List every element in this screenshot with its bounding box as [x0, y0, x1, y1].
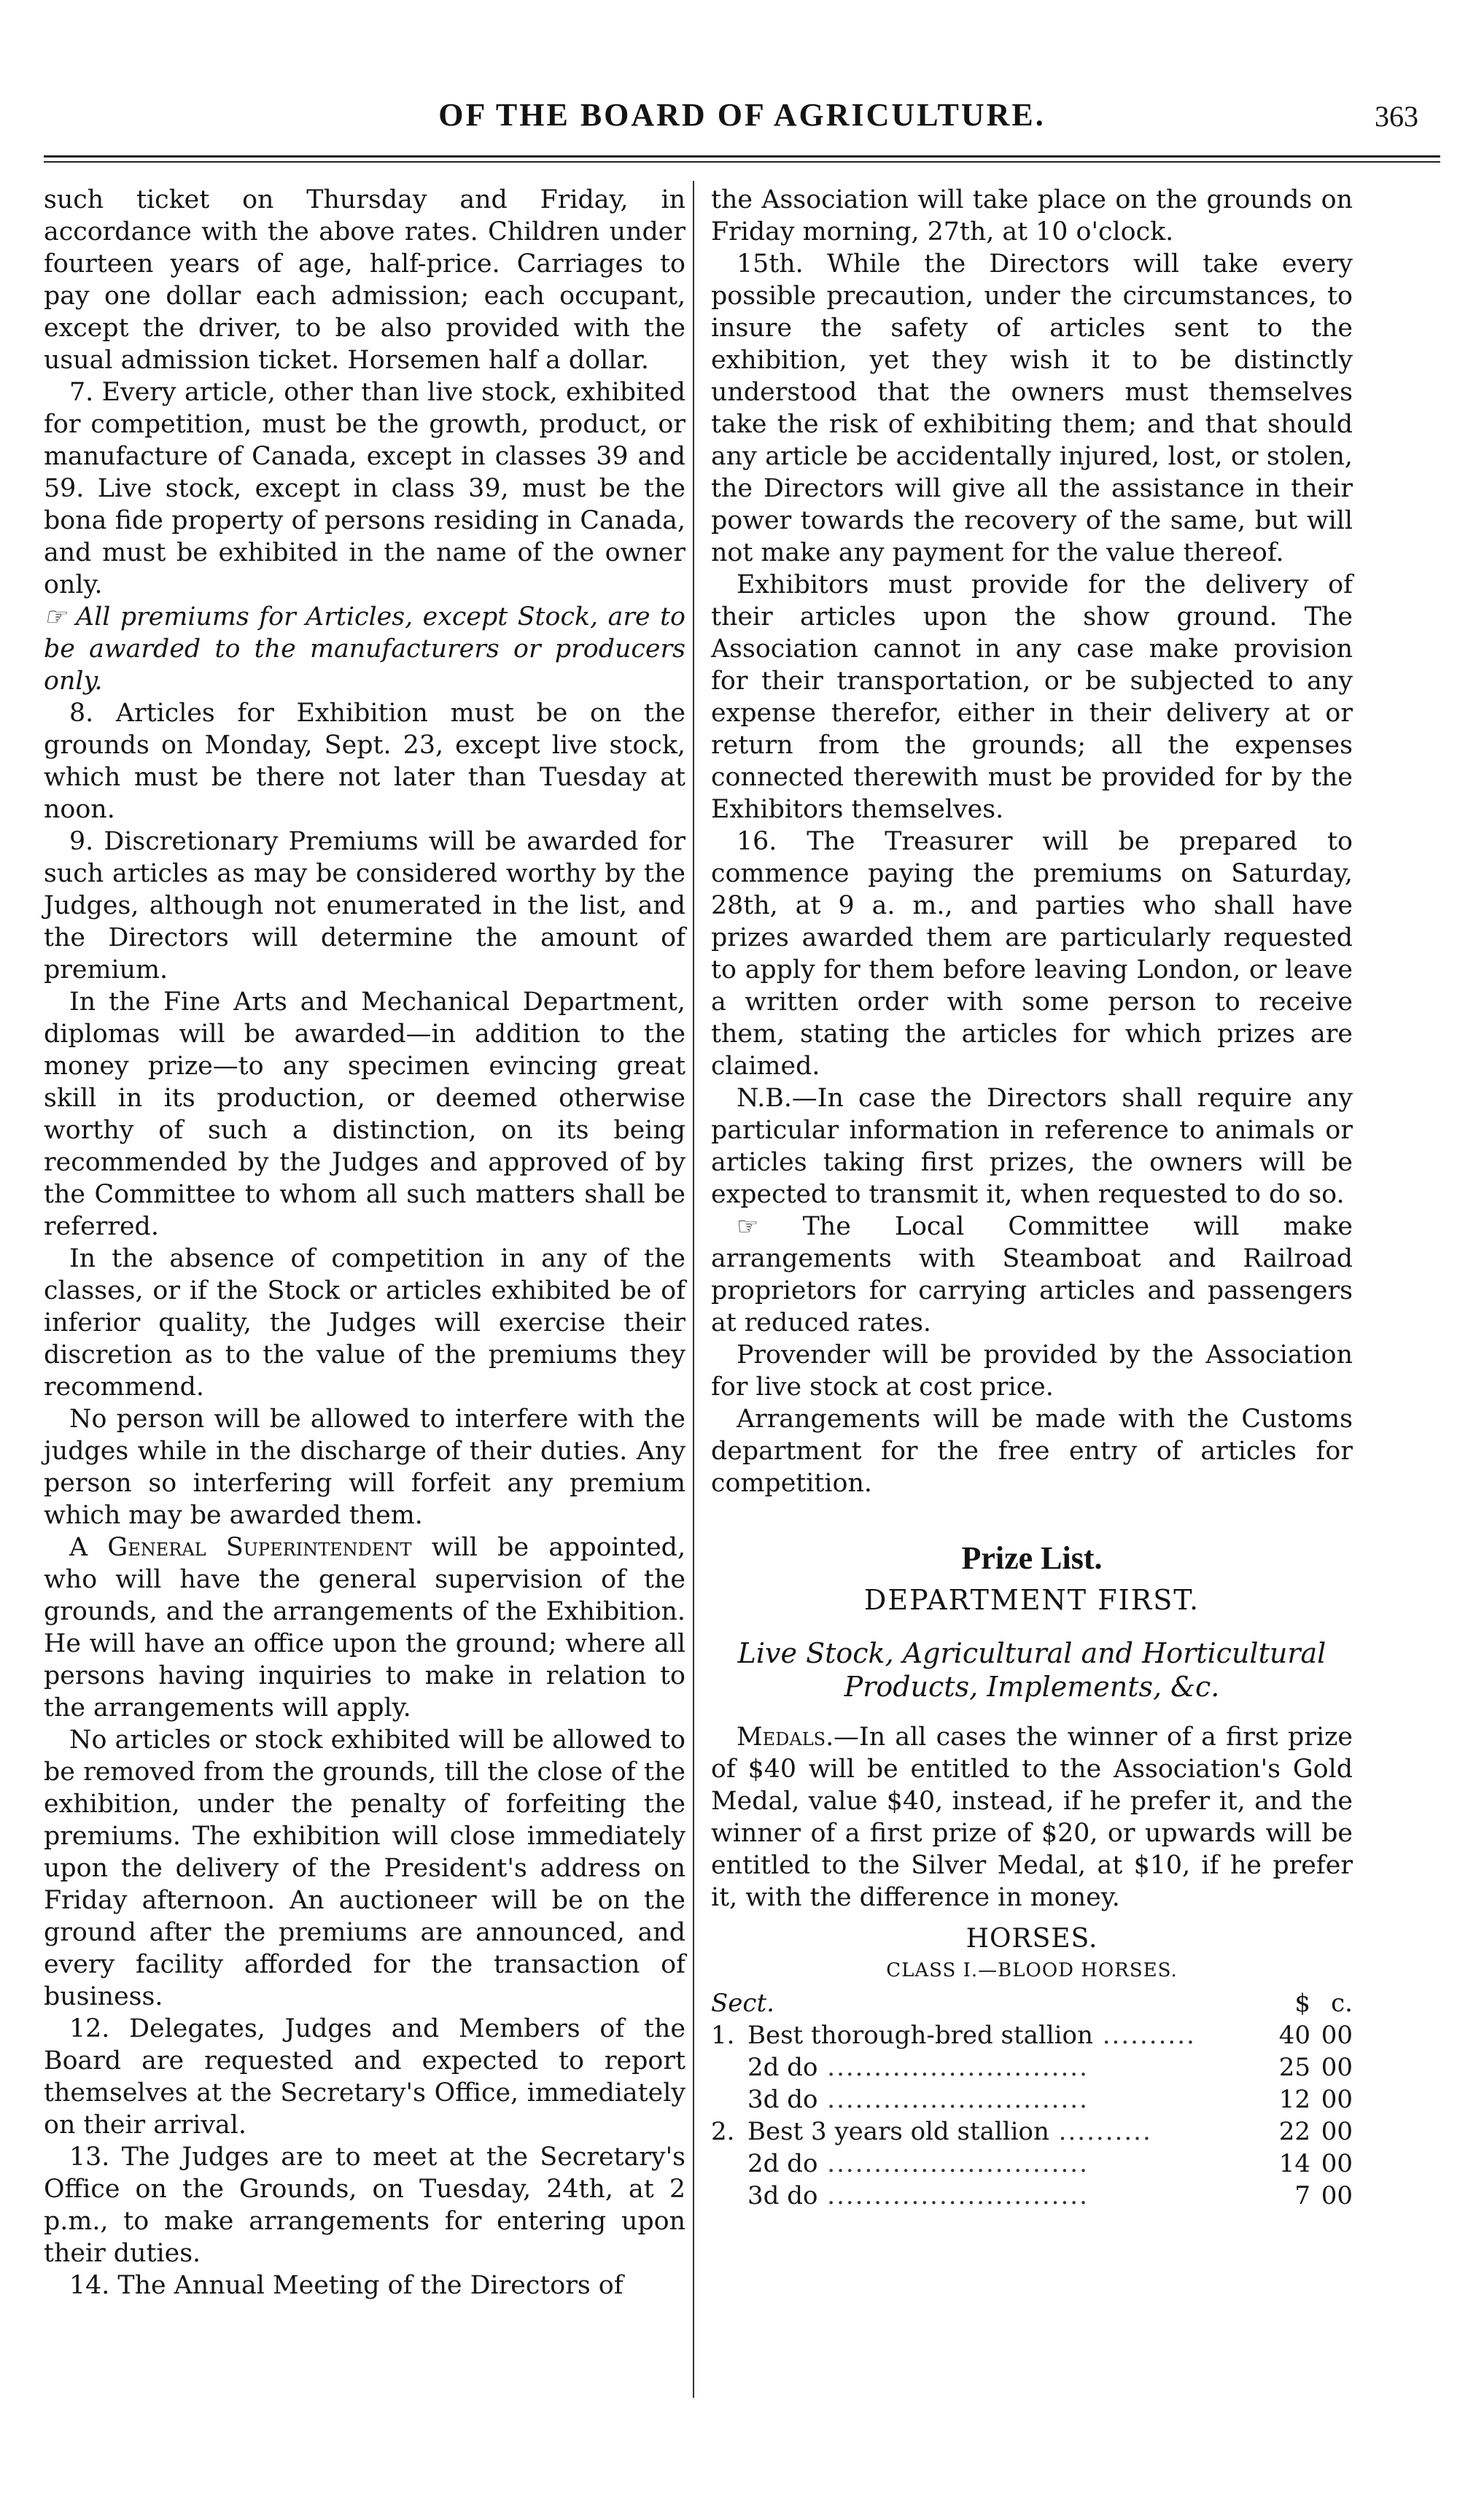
prize-cents: 00: [1321, 2085, 1353, 2114]
paragraph: [711, 1211, 1353, 1339]
table-row: [711, 2180, 1353, 2212]
prize-label: 3d do ............................: [747, 2085, 1089, 2114]
prize-label: Best 3 years old stallion ..........: [747, 2117, 1152, 2146]
medals-paragraph: [711, 1721, 1353, 1914]
paragraph: such ticket on Thursday and Friday, in accordance with the above rates. Children under fourteen years of age, half-price. Carriages to pay one dollar each admission; each occupant, except the driver, to be also provided with the usual admission ticket. Horsemen half a dollar.: [44, 185, 685, 375]
department-heading: DEPARTMENT FIRST.: [863, 1584, 1200, 1616]
column-header-cents: c.: [1331, 1989, 1353, 2018]
table-row: [711, 2083, 1353, 2116]
page-number: 363: [1375, 100, 1418, 133]
pointing-hand-icon: ☞: [737, 1212, 759, 1241]
paragraph: 15th. While the Directors will take every possible precaution, under the circumstances, to insure the safety of articles sent to the exhibition, yet they wish it to be distinctly understood that the owners must themselves take the risk of exhibiting them; and that should any article be accidentally injured, lost, or stolen, the Directors will give all the assistance in their power towards the recovery of the same, but will not make any payment for the value thereof.: [711, 249, 1353, 567]
table-row: [711, 2019, 1353, 2051]
table-header-row: [711, 1987, 1353, 2019]
prize-cents: 00: [1321, 2053, 1353, 2082]
section-subheading: Live Stock, Agricultural and Horticultural Products, Implements, &c.: [737, 1637, 1326, 1703]
prize-label: 3d do ............................: [747, 2181, 1089, 2210]
prize-label: 2d do ............................: [747, 2053, 1089, 2082]
paragraph: 16. The Treasurer will be prepared to commence paying the premiums on Saturday, 28th, at 9 a. m., and parties who shall have prizes awarded them are particularly requested to apply for them before leaving London, or leave a written order with some person to receive them, stating the articles for which prizes are claimed.: [711, 827, 1353, 1081]
paragraph: Exhibitors must provide for the delivery of their articles upon the show ground. The Association cannot in any case make provision for their transportation, or be subjected to any expense therefor, either in their delivery at or return from the grounds; all the expenses connected therewith must be provided for by the Exhibitors themselves.: [711, 570, 1353, 824]
header-rule-double: [44, 161, 1440, 163]
paragraph: No person will be allowed to interfere with the judges while in the discharge of their duties. Any person so interfering will forfeit any premium which may be awarded them.: [44, 1405, 685, 1530]
section-number: 2.: [711, 2117, 735, 2146]
pointing-hand-icon: ☞: [44, 602, 66, 632]
paragraph: N.B.—In case the Directors shall require any particular information in reference to animals or articles taking first prizes, the owners will be expected to transmit it, when requested to do so.: [711, 1084, 1353, 1209]
section-number: [711, 2180, 747, 2212]
prize-dollars: 25: [1278, 2053, 1310, 2082]
paragraph: the Association will take place on the grounds on Friday morning, 27th, at 10 o'clock.: [711, 185, 1353, 246]
paragraph: [44, 1531, 685, 1724]
column-header-sect: Sect.: [711, 1989, 774, 2018]
paragraph: 14. The Annual Meeting of the Directors of: [69, 2271, 623, 2300]
section-number: [711, 2148, 747, 2180]
prize-table: [711, 1987, 1353, 2212]
paragraph-note: [44, 601, 685, 697]
prize-cents: 00: [1321, 2021, 1353, 2050]
text: will be appointed, who will have the general supervision of the grounds, and the arrangements of the Exhibition. He will have an office upon the ground; where all persons having inquiries to make in relation to the arrangements will apply.: [44, 1533, 686, 1723]
column-divider: [693, 181, 694, 2398]
text: A: [69, 1533, 88, 1562]
paragraph: 7. Every article, other than live stock, exhibited for competition, must be the growth, product, or manufacture of Canada, except in classes 39 and 59. Live stock, except in class 39, must be the bona fide property of persons residing in Canada, and must be exhibited in the name of the owner only.: [44, 378, 685, 599]
table-row: [711, 2148, 1353, 2180]
small-caps-text: General Superintendent: [107, 1533, 412, 1562]
section-number: [711, 2051, 747, 2083]
prize-label: 2d do ............................: [747, 2149, 1089, 2178]
section-number: [711, 2083, 747, 2116]
page-header: [44, 89, 1440, 147]
prize-dollars: 22: [1278, 2117, 1310, 2146]
paragraph: No articles or stock exhibited will be allowed to be removed from the grounds, till the close of the exhibition, under the penalty of forfeiting the premiums. The exhibition will close immediately upon the delivery of the President's address on Friday afternoon. An auctioneer will be on the ground after the premiums are announced, and every facility afforded for the transaction of business.: [44, 1725, 685, 2011]
paragraph: Arrangements will be made with the Customs department for the free entry of articles for competition.: [711, 1405, 1353, 1498]
right-column: [711, 184, 1353, 2212]
paragraph: 13. The Judges are to meet at the Secretary's Office on the Grounds, on Tuesday, 24th, at 2 p.m., to make arrangements for entering upon their duties.: [44, 2143, 685, 2268]
header-rule: [44, 155, 1440, 158]
paragraph: In the absence of competition in any of the classes, or if the Stock or articles exhibited be of inferior quality, the Judges will exercise their discretion as to the value of the premiums they recommend.: [44, 1244, 685, 1402]
text: —In all cases the winner of a first prize of $40 will be entitled to the Association's Gold Medal, value $40, instead, if he prefer it, and the winner of a first prize of $20, or upwards will be entitled to the Silver Medal, at $10, if he prefer it, with the difference in money.: [711, 1723, 1353, 1912]
prize-dollars: 7: [1294, 2181, 1310, 2210]
column-header-dollars: $: [1294, 1989, 1310, 2018]
paragraph: 9. Discretionary Premiums will be awarded for such articles as may be considered worthy by the Judges, although not enumerated in the list, and the Directors will determine the amount of premium.: [44, 827, 685, 984]
table-row: [711, 2116, 1353, 2148]
running-title: OF THE BOARD OF AGRICULTURE.: [438, 97, 1046, 133]
class-heading: CLASS I.—BLOOD HORSES.: [886, 1960, 1178, 1981]
horses-heading: HORSES.: [966, 1924, 1098, 1954]
paragraph: 12. Delegates, Judges and Members of the Board are requested and expected to report themselves at the Secretary's Office, immediately on their arrival.: [44, 2014, 685, 2140]
prize-dollars: 12: [1278, 2085, 1310, 2114]
prize-cents: 00: [1321, 2149, 1353, 2178]
prize-list-heading: Prize List.: [961, 1540, 1103, 1576]
table-row: [711, 2051, 1353, 2083]
paragraph: In the Fine Arts and Mechanical Department, diplomas will be awarded—in addition to the money prize—to any specimen evincing great skill in its production, or deemed otherwise worthy of such a distinction, on its being recommended by the Judges and approved of by the Committee to whom all such matters shall be referred.: [44, 987, 685, 1241]
prize-cents: 00: [1321, 2117, 1353, 2146]
prize-dollars: 40: [1278, 2021, 1310, 2050]
medals-label: Medals.: [737, 1723, 834, 1752]
paragraph: Provender will be provided by the Association for live stock at cost price.: [711, 1340, 1353, 1402]
text: The Local Committee will make arrangements with Steamboat and Railroad proprietors for carrying articles and passengers at reduced rates.: [711, 1212, 1353, 1337]
note-text: All premiums for Articles, except Stock, are to be awarded to the manufacturers or producers only.: [44, 602, 685, 696]
prize-cents: 00: [1321, 2181, 1353, 2210]
prize-dollars: 14: [1278, 2149, 1310, 2178]
left-column: [44, 184, 685, 2302]
paragraph: 8. Articles for Exhibition must be on the grounds on Monday, Sept. 23, except live stock, which must be there not later than Tuesday at noon.: [44, 699, 685, 824]
section-number: 1.: [711, 2021, 735, 2050]
prize-label: Best thorough-bred stallion ..........: [747, 2021, 1196, 2050]
